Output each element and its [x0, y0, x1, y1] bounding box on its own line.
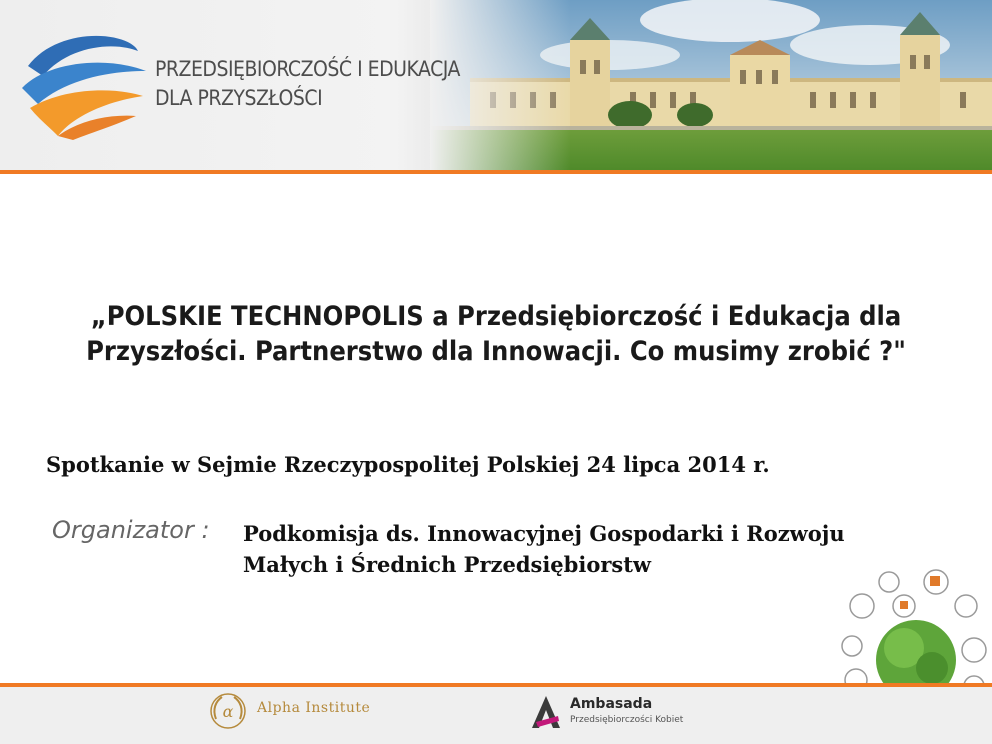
alpha-institute-laurel-icon [208, 691, 248, 731]
ambasada-name: Ambasada [570, 696, 653, 712]
ambasada-subtitle: Przedsiębiorczości Kobiet [570, 715, 684, 725]
slide-title-line-2: Przyszłości. Partnerstwo dla Innowacji. Co musimy zrobić ?" [86, 336, 906, 367]
palace-photo [430, 0, 992, 170]
svg-text:α: α [222, 702, 234, 721]
footer-bar [0, 687, 992, 744]
swirl-logo-icon [18, 26, 148, 141]
organizer-label: Organizator : [52, 516, 210, 544]
organizer-name-line-1: Podkomisja ds. Innowacyjnej Gospodarki i Rozwoju [243, 521, 845, 546]
logo-text [155, 55, 460, 113]
logo-line-2: DLA PRZYSZŁOŚCI [155, 86, 323, 110]
meeting-info: Spotkanie w Sejmie Rzeczypospolitej Polskiej 24 lipca 2014 r. [46, 452, 770, 477]
logo-line-1: PRZEDSIĘBIORCZOŚĆ I EDUKACJA [155, 57, 460, 81]
header-banner [0, 0, 992, 170]
slide-title [0, 299, 992, 369]
slide-title-line-1: „POLSKIE TECHNOPOLIS a Przedsiębiorczość i Edukacja dla [90, 301, 902, 332]
organizer-name-line-2: Małych i Średnich Przedsiębiorstw [243, 552, 651, 577]
alpha-institute-name: Alpha Institute [257, 700, 371, 716]
header-divider [0, 170, 992, 174]
organizer-name [243, 518, 845, 580]
ambasada-a-logo-icon [526, 692, 566, 732]
